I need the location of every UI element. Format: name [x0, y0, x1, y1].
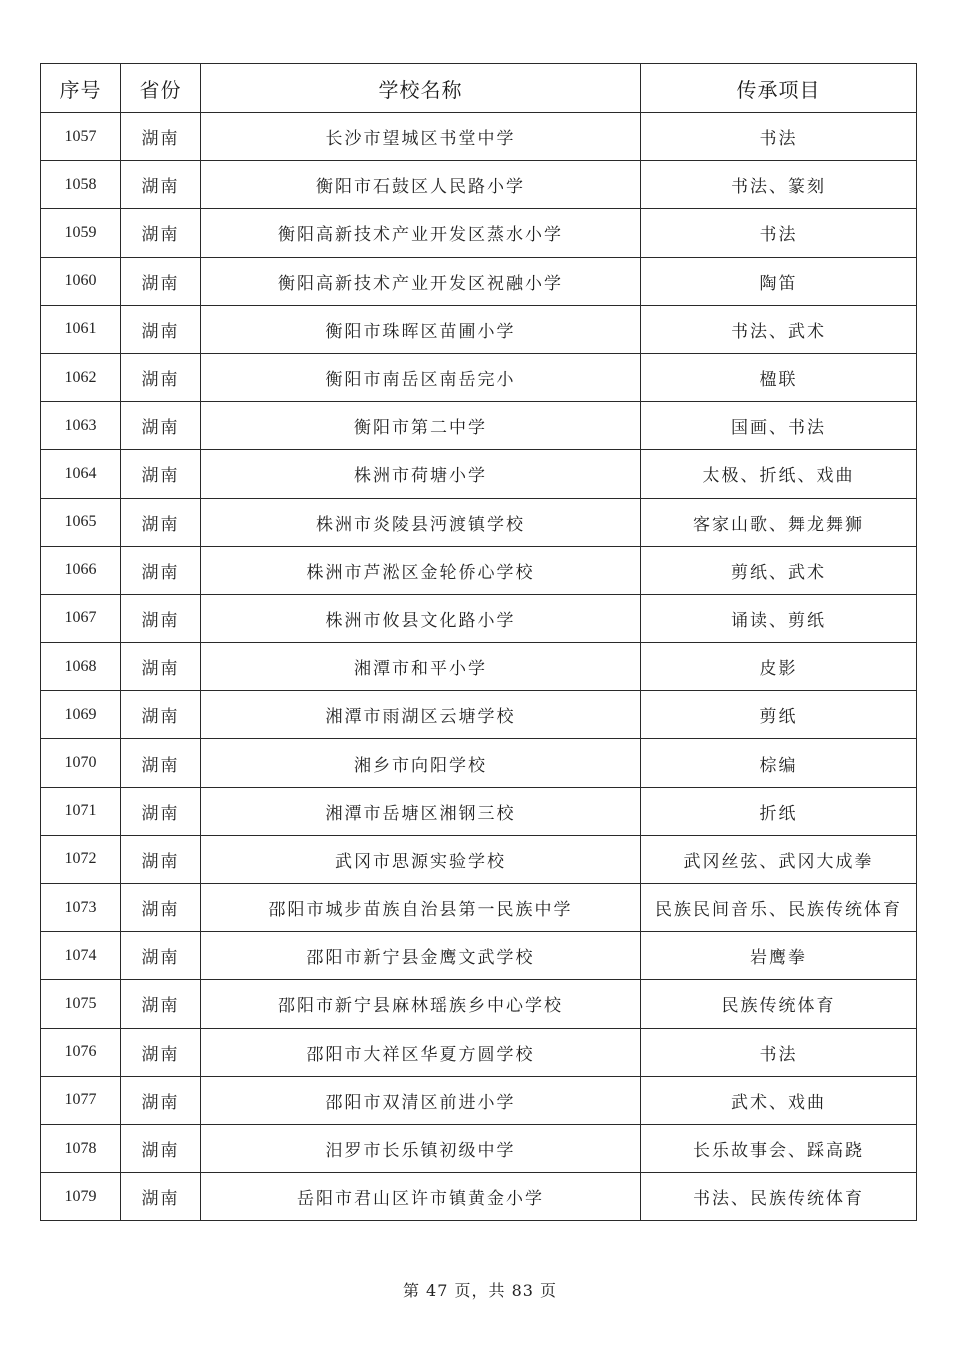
cell-province: 湖南: [121, 546, 201, 594]
cell-school: 衡阳市珠晖区苗圃小学: [201, 305, 641, 353]
cell-province: 湖南: [121, 353, 201, 401]
table-row: [41, 739, 917, 787]
cell-project: 楹联: [641, 353, 917, 401]
cell-project: 皮影: [641, 643, 917, 691]
cell-seq: 1059: [41, 209, 121, 257]
cell-province: 湖南: [121, 980, 201, 1028]
cell-province: 湖南: [121, 932, 201, 980]
table-row: [41, 691, 917, 739]
cell-project: 诵读、剪纸: [641, 594, 917, 642]
cell-province: 湖南: [121, 643, 201, 691]
cell-province: 湖南: [121, 257, 201, 305]
cell-school: 长沙市望城区书堂中学: [201, 113, 641, 161]
cell-seq: 1079: [41, 1173, 121, 1221]
cell-school: 株洲市攸县文化路小学: [201, 594, 641, 642]
cell-seq: 1061: [41, 305, 121, 353]
cell-seq: 1073: [41, 884, 121, 932]
cell-seq: 1064: [41, 450, 121, 498]
cell-province: 湖南: [121, 1173, 201, 1221]
cell-school: 湘潭市岳塘区湘钢三校: [201, 787, 641, 835]
cell-project: 民族传统体育: [641, 980, 917, 1028]
cell-project: 客家山歌、舞龙舞狮: [641, 498, 917, 546]
cell-province: 湖南: [121, 161, 201, 209]
cell-province: 湖南: [121, 1076, 201, 1124]
cell-project: 棕编: [641, 739, 917, 787]
cell-school: 株洲市芦淞区金轮侨心学校: [201, 546, 641, 594]
table-row: [41, 1028, 917, 1076]
table-row: [41, 161, 917, 209]
table-row: [41, 257, 917, 305]
table-row: [41, 1124, 917, 1172]
cell-project: 书法、武术: [641, 305, 917, 353]
cell-school: 衡阳市南岳区南岳完小: [201, 353, 641, 401]
cell-project: 剪纸: [641, 691, 917, 739]
table-row: [41, 402, 917, 450]
cell-project: 书法: [641, 113, 917, 161]
table-row: [41, 980, 917, 1028]
table-row: [41, 884, 917, 932]
cell-province: 湖南: [121, 450, 201, 498]
cell-province: 湖南: [121, 884, 201, 932]
cell-seq: 1066: [41, 546, 121, 594]
table-row: [41, 1076, 917, 1124]
cell-school: 株洲市荷塘小学: [201, 450, 641, 498]
cell-seq: 1077: [41, 1076, 121, 1124]
cell-school: 衡阳市第二中学: [201, 402, 641, 450]
cell-seq: 1074: [41, 932, 121, 980]
table-row: [41, 353, 917, 401]
cell-school: 邵阳市新宁县麻林瑶族乡中心学校: [201, 980, 641, 1028]
cell-school: 衡阳高新技术产业开发区蒸水小学: [201, 209, 641, 257]
cell-province: 湖南: [121, 498, 201, 546]
header-project: 传承项目: [641, 64, 917, 113]
cell-project: 武冈丝弦、武冈大成拳: [641, 835, 917, 883]
table-row: [41, 113, 917, 161]
cell-school: 邵阳市双清区前进小学: [201, 1076, 641, 1124]
table-row: [41, 450, 917, 498]
header-school: 学校名称: [201, 64, 641, 113]
table-row: [41, 643, 917, 691]
table-row: [41, 546, 917, 594]
cell-project: 武术、戏曲: [641, 1076, 917, 1124]
cell-seq: 1065: [41, 498, 121, 546]
table-row: [41, 835, 917, 883]
cell-province: 湖南: [121, 209, 201, 257]
cell-project: 陶笛: [641, 257, 917, 305]
cell-project: 书法、篆刻: [641, 161, 917, 209]
cell-project: 折纸: [641, 787, 917, 835]
table-header-row: [41, 64, 917, 113]
cell-school: 邵阳市大祥区华夏方圆学校: [201, 1028, 641, 1076]
cell-school: 衡阳市石鼓区人民路小学: [201, 161, 641, 209]
cell-province: 湖南: [121, 1124, 201, 1172]
header-province: 省份: [121, 64, 201, 113]
cell-project: 书法、民族传统体育: [641, 1173, 917, 1221]
cell-school: 株洲市炎陵县沔渡镇学校: [201, 498, 641, 546]
cell-seq: 1071: [41, 787, 121, 835]
cell-seq: 1060: [41, 257, 121, 305]
table-row: [41, 932, 917, 980]
cell-seq: 1070: [41, 739, 121, 787]
cell-project: 岩鹰拳: [641, 932, 917, 980]
table-body: [41, 113, 917, 1221]
cell-project: 国画、书法: [641, 402, 917, 450]
cell-school: 邵阳市城步苗族自治县第一民族中学: [201, 884, 641, 932]
cell-school: 湘潭市和平小学: [201, 643, 641, 691]
cell-province: 湖南: [121, 305, 201, 353]
school-list-table: [40, 63, 917, 1221]
cell-province: 湖南: [121, 835, 201, 883]
cell-seq: 1072: [41, 835, 121, 883]
cell-seq: 1062: [41, 353, 121, 401]
cell-project: 太极、折纸、戏曲: [641, 450, 917, 498]
cell-project: 书法: [641, 1028, 917, 1076]
cell-school: 邵阳市新宁县金鹰文武学校: [201, 932, 641, 980]
cell-province: 湖南: [121, 787, 201, 835]
page-number: 第 47 页，共 83 页: [402, 1281, 558, 1300]
cell-seq: 1076: [41, 1028, 121, 1076]
table-row: [41, 594, 917, 642]
cell-seq: 1057: [41, 113, 121, 161]
table-row: [41, 498, 917, 546]
cell-school: 湘乡市向阳学校: [201, 739, 641, 787]
cell-province: 湖南: [121, 113, 201, 161]
table-row: [41, 1173, 917, 1221]
cell-province: 湖南: [121, 402, 201, 450]
cell-school: 湘潭市雨湖区云塘学校: [201, 691, 641, 739]
cell-seq: 1068: [41, 643, 121, 691]
cell-school: 岳阳市君山区许市镇黄金小学: [201, 1173, 641, 1221]
cell-project: 书法: [641, 209, 917, 257]
cell-project: 剪纸、武术: [641, 546, 917, 594]
header-seq: 序号: [41, 64, 121, 113]
cell-school: 衡阳高新技术产业开发区祝融小学: [201, 257, 641, 305]
cell-seq: 1058: [41, 161, 121, 209]
cell-province: 湖南: [121, 739, 201, 787]
cell-province: 湖南: [121, 691, 201, 739]
cell-seq: 1075: [41, 980, 121, 1028]
cell-province: 湖南: [121, 1028, 201, 1076]
cell-seq: 1067: [41, 594, 121, 642]
table-row: [41, 209, 917, 257]
cell-seq: 1069: [41, 691, 121, 739]
cell-school: 汨罗市长乐镇初级中学: [201, 1124, 641, 1172]
cell-seq: 1078: [41, 1124, 121, 1172]
cell-school: 武冈市思源实验学校: [201, 835, 641, 883]
table-row: [41, 787, 917, 835]
cell-province: 湖南: [121, 594, 201, 642]
table-row: [41, 305, 917, 353]
cell-seq: 1063: [41, 402, 121, 450]
cell-project: 民族民间音乐、民族传统体育: [641, 884, 917, 932]
cell-project: 长乐故事会、踩高跷: [641, 1124, 917, 1172]
